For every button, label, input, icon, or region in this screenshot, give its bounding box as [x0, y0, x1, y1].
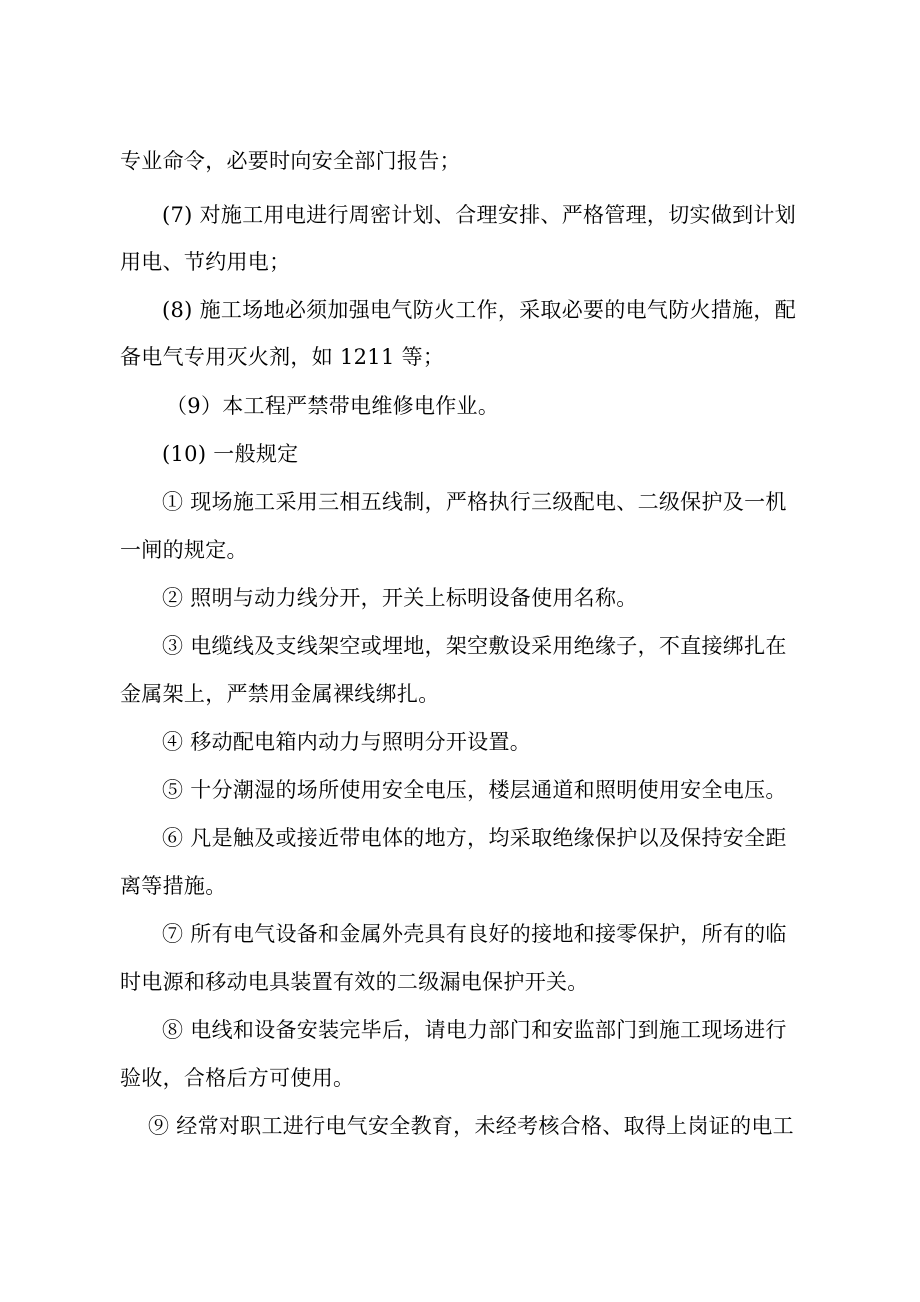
text-line: （9）本工程严禁带电维修电作业。 — [166, 394, 500, 418]
text-line: (8) 施工场地必须加强电气防火工作，采取必要的电气防火措施，配 — [162, 298, 797, 322]
text-line: ⑤ 十分潮湿的场所使用安全电压，楼层通道和照明使用安全电压。 — [162, 778, 787, 802]
text-line: 验收，合格后方可使用。 — [120, 1066, 355, 1090]
text-line: 离等措施。 — [120, 874, 227, 898]
text-line: ③ 电缆线及支线架空或埋地，架空敷设采用绝缘子，不直接绑扎在 — [162, 634, 787, 658]
text-line: ⑨ 经常对职工进行电气安全教育，未经考核合格、取得上岗证的电工 — [148, 1114, 794, 1138]
text-line: (7) 对施工用电进行周密计划、合理安排、严格管理，切实做到计划 — [162, 203, 797, 227]
text-line: 备电气专用灭火剂，如 1211 等； — [120, 345, 445, 369]
text-line: ⑥ 凡是触及或接近带电体的地方，均采取绝缘保护以及保持安全距 — [162, 826, 787, 850]
text-line: 专业命令，必要时向安全部门报告； — [120, 149, 461, 173]
text-line: (10) 一般规定 — [162, 442, 299, 466]
text-line: ① 现场施工采用三相五线制，严格执行三级配电、二级保护及一机 — [162, 490, 787, 514]
text-line: 用电、节约用电； — [120, 250, 291, 274]
text-line: ④ 移动配电箱内动力与照明分开设置。 — [162, 730, 532, 754]
text-line: ⑧ 电线和设备安装完毕后，请电力部门和安监部门到施工现场进行 — [162, 1018, 787, 1042]
text-line: 时电源和移动电具装置有效的二级漏电保护开关。 — [120, 970, 589, 994]
text-line: ⑦ 所有电气设备和金属外壳具有良好的接地和接零保护，所有的临 — [162, 922, 787, 946]
text-line: 金属架上，严禁用金属裸线绑扎。 — [120, 682, 440, 706]
text-line: ② 照明与动力线分开，开关上标明设备使用名称。 — [162, 586, 638, 610]
text-line: 一闸的规定。 — [120, 538, 248, 562]
